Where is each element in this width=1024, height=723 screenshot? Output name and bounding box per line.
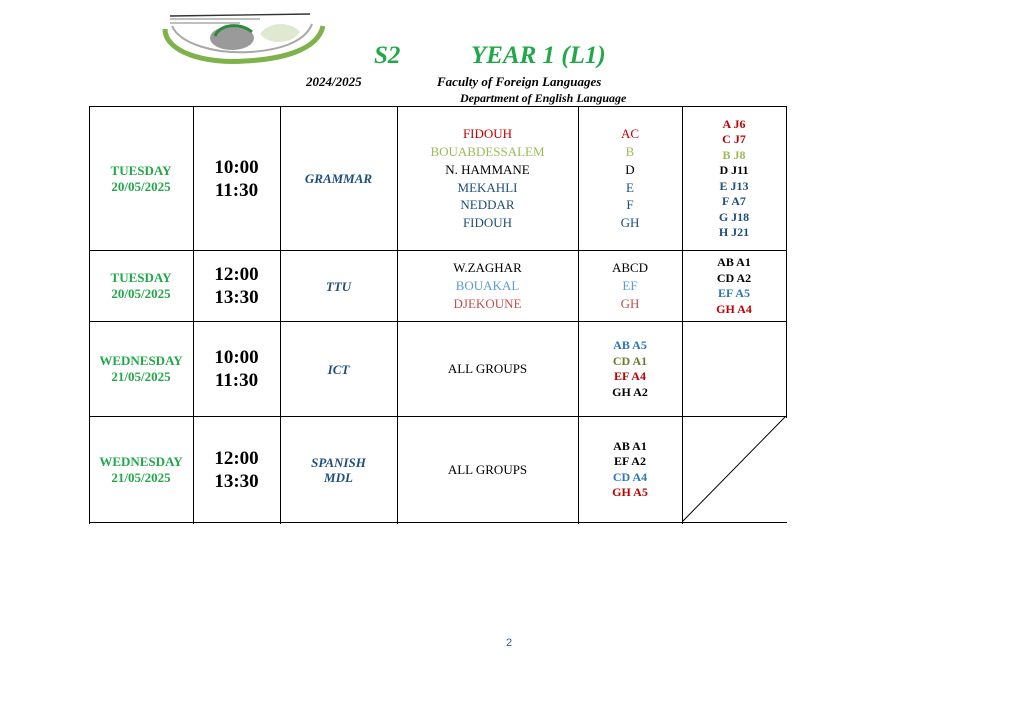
module-name: GRAMMAR [304,171,373,186]
teacher-name: DJEKOUNE [453,295,522,311]
end-time: 11:30 [214,179,259,201]
end-time: 13:30 [214,287,259,308]
day-label: WEDNESDAY [99,353,183,368]
group-label: AC [620,126,640,142]
rooms-cell [682,107,786,250]
module-name: SPANISH [311,454,366,470]
table-row [0,322,698,416]
groups-cell [578,107,682,250]
academic-year: 2024/2025 [306,74,362,89]
room-label: G J18 [718,209,750,224]
module-cell [280,251,397,321]
room-label: A J6 [722,116,746,131]
module-name: ICT [327,361,350,377]
teacher-name: FIDOUH [462,215,513,231]
group-label: ABCD [611,260,649,276]
group-label: GH [620,215,640,231]
start-time: 12:00 [214,447,259,469]
day-label: WEDNESDAY [99,453,183,469]
start-time: 12:00 [214,264,259,285]
group-room-label: CD A1 [612,353,648,368]
groups-cell [578,417,682,522]
end-time: 11:30 [214,370,259,391]
groups-cell [578,322,682,416]
module-cell [280,107,397,250]
teacher-name: MEKAHLI [457,179,518,195]
room-label: H J21 [718,225,750,239]
date-label: 21/05/2025 [111,369,171,384]
room-label: D J11 [719,163,749,177]
group-label: GH [620,295,640,311]
day-cell [89,322,193,416]
teacher-name: BOUAKAL [455,278,520,294]
table-row [0,107,750,250]
group-label: D [625,161,635,177]
teacher-name: W.ZAGHAR [453,260,522,276]
faculty-name: Faculty of Foreign Languages [437,74,602,89]
page-number: 2 [505,637,513,649]
teachers-cell [397,107,578,250]
teacher-name: N. HAMMANE [445,161,530,177]
rooms-cell-empty [682,322,786,416]
group-room-label: AB A5 [613,338,647,352]
teachers-cell [397,251,578,321]
time-cell [193,417,280,522]
day-cell [89,417,193,522]
room-label: F A7 [722,194,746,208]
group-room-label: EF A4 [614,369,646,383]
group-label: B [625,143,635,159]
teachers-cell [397,322,578,416]
module-cell [280,417,397,522]
teacher-name: NEDDAR [460,197,515,213]
group-room-label: AB A1 [613,438,647,453]
department-name: Department of English Language [460,91,627,105]
day-cell [89,251,193,321]
start-time: 10:00 [214,156,259,178]
group-label: E [626,179,634,195]
room-label: GH A4 [716,301,752,316]
date-label: 20/05/2025 [111,178,171,194]
teacher-name: BOUABDESSALEM [430,143,545,159]
year-title: YEAR 1 (L1) [471,42,606,69]
room-label: C J7 [722,132,746,146]
start-time: 10:00 [214,347,259,368]
day-label: TUESDAY [110,162,172,178]
groups-cell [578,251,682,321]
semester-title: S2 [374,42,401,69]
group-room-label: CD A4 [612,469,648,484]
module-cell [280,322,397,416]
group-label: EF [622,278,638,294]
day-label: TUESDAY [110,270,172,285]
group-room-label: GH A2 [612,384,648,399]
group-label: F [626,197,634,213]
rooms-cell [682,251,786,321]
time-cell [193,322,280,416]
module-name: TTU [325,278,352,294]
room-label: EF A5 [718,286,750,300]
date-label: 21/05/2025 [111,469,171,485]
teacher-name: ALL GROUPS [447,361,528,377]
group-room-label: GH A5 [612,485,648,499]
room-label: CD A2 [716,270,752,285]
day-cell [89,107,193,250]
end-time: 13:30 [214,470,259,492]
date-label: 20/05/2025 [111,286,171,301]
table-row [0,251,752,321]
module-name: MDL [324,469,353,485]
time-cell [193,107,280,250]
group-room-label: EF A2 [614,454,646,468]
teacher-name: FIDOUH [462,126,513,142]
teachers-cell [397,417,578,522]
room-label: B J8 [722,147,746,162]
room-label: E J13 [719,178,749,193]
time-cell [193,251,280,321]
room-label: AB A1 [717,255,751,269]
university-logo [160,4,325,64]
table-row [0,417,698,522]
teacher-name: ALL GROUPS [447,461,528,477]
